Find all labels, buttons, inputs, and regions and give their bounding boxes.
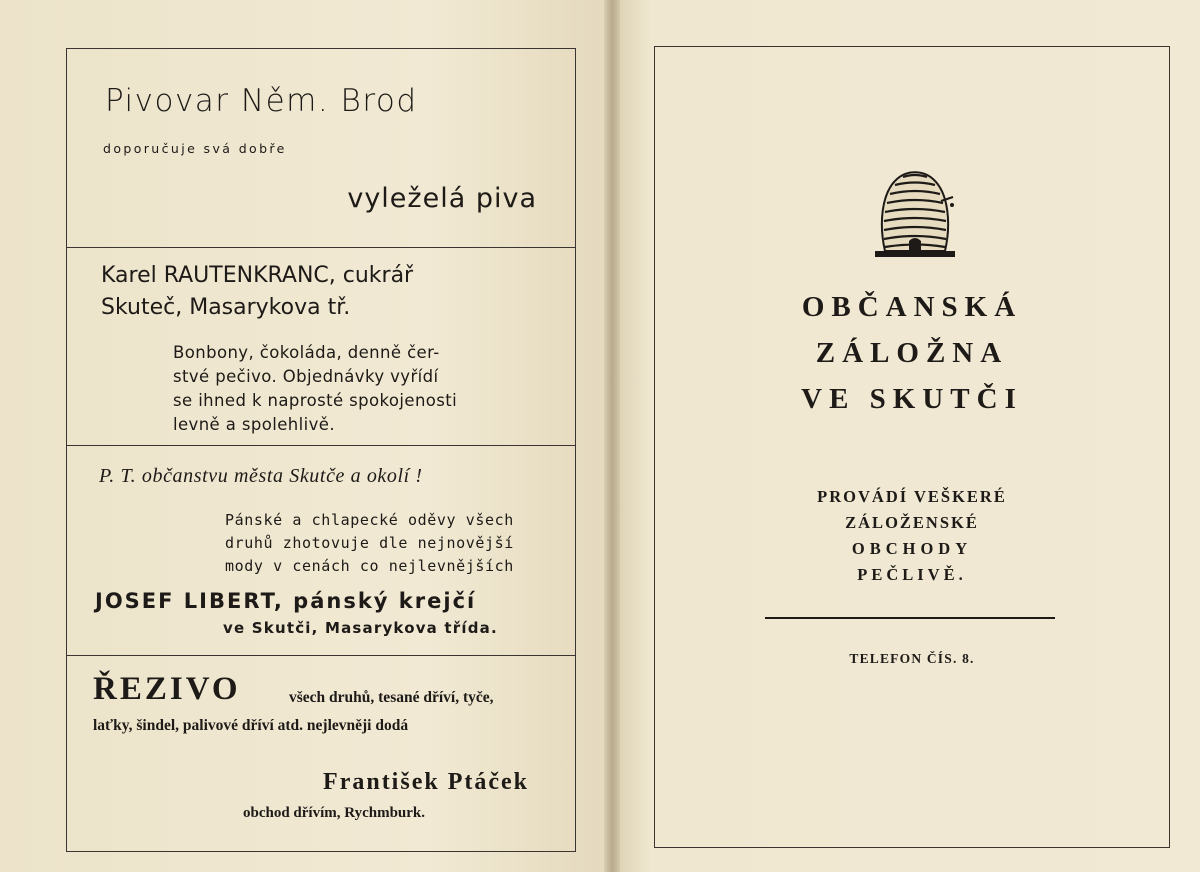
libert-name: JOSEF LIBERT, pánský krejčí	[95, 589, 477, 613]
rezivo-line: všech druhů, tesané dříví, tyče,	[289, 689, 494, 706]
cukrar-description-line: levně a spolehlivě.	[173, 415, 335, 434]
bank-subtitle-line: PROVÁDÍ VEŠKERÉ	[817, 487, 1007, 506]
libert-description-line: druhů zhotovuje dle nejnovější	[225, 534, 514, 552]
bank-subtitle-line: ZÁLOŽENSKÉ	[845, 513, 979, 532]
libert-description-line: mody v cenách co nejlevnějších	[225, 557, 514, 575]
bank-title-line: ZÁLOŽNA	[815, 337, 1009, 369]
advertisement-frame-left	[66, 48, 576, 852]
cukrar-description-line: se ihned k naprosté spokojenosti	[173, 391, 458, 410]
rezivo-address: obchod dřívím, Rychmburk.	[243, 805, 425, 821]
libert-address: ve Skutči, Masarykova třída.	[223, 619, 498, 637]
ad-pivovar	[67, 49, 575, 248]
ad-cukrar	[67, 249, 575, 446]
pivovar-beer: vyleželá piva	[347, 183, 537, 214]
bank-subtitle-line: OBCHODY	[851, 539, 973, 558]
bank-title-line: OBČANSKÁ	[801, 291, 1023, 323]
cukrar-description-line: Bonbony, čokoláda, denně čer-	[173, 343, 440, 362]
ad-libert	[67, 447, 575, 656]
rezivo-title: ŘEZIVO	[93, 671, 241, 707]
cukrar-description-line: stvé pečivo. Objednávky vyřídí	[173, 367, 439, 386]
book-gutter	[604, 0, 620, 872]
cukrar-address: Skuteč, Masarykova tř.	[101, 295, 351, 320]
advertisement-frame-right	[654, 46, 1170, 848]
pivovar-title: Pivovar Něm. Brod	[105, 83, 418, 119]
rezivo-name: František Ptáček	[323, 769, 529, 795]
bank-subtitle-line: PEČLIVĚ.	[857, 565, 967, 584]
beehive-icon	[873, 165, 957, 261]
libert-heading: P. T. občanstvu města Skutče a okolí !	[99, 465, 423, 487]
cukrar-name: Karel RAUTENKRANC, cukrář	[101, 263, 414, 288]
divider-rule	[765, 617, 1055, 619]
ad-rezivo	[67, 657, 575, 853]
bank-phone: TELEFON ČÍS. 8.	[849, 651, 975, 666]
libert-description-line: Pánské a chlapecké oděvy všech	[225, 511, 514, 529]
pivovar-subtitle: doporučuje svá dobře	[103, 141, 287, 156]
bank-title-line: VE SKUTČI	[801, 383, 1023, 415]
rezivo-line: laťky, šindel, palivové dříví atd. nejlevněji dodá	[93, 717, 409, 734]
